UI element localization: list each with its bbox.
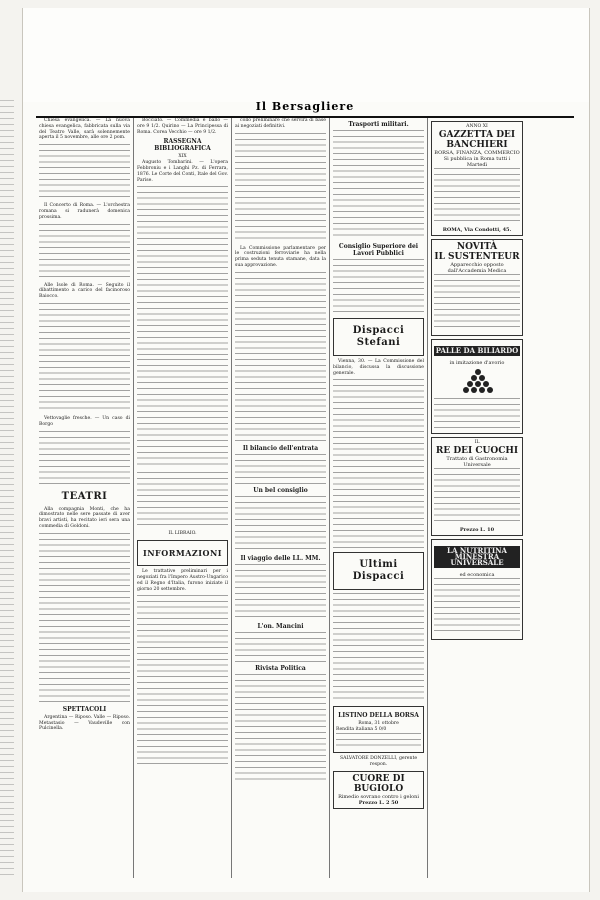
article-vettovaglie: Vettovaglie fresche. — Un caso di Borgo <box>39 415 130 427</box>
theatre-heading: TEATRI <box>61 490 108 502</box>
informazioni-article: Le trattative preliminari per i negoziati fra l'Impero Austro-Ungarico ed il Regno d'Italia, furono iniziate il giorno 20 settembre. <box>137 569 228 592</box>
nutritina-subtitle: ed economica <box>459 571 495 578</box>
column-1 <box>36 118 134 878</box>
bugiolo-ad-price: Prezzo L. 2 50 <box>358 799 399 806</box>
palle-subtitle: in imitazione d'avorio <box>449 359 505 366</box>
sustenteur-title: IL SUSTENTEUR <box>434 251 520 262</box>
gazzetta-title: GAZZETTA DEI BANCHIERI <box>438 129 516 150</box>
novita-label: NOVITÀ <box>456 241 498 252</box>
gazzetta-publication: Si pubblica in Roma tutti i Martedì <box>443 155 511 168</box>
spettacoli-list: Argentina — Riposo. Valle — Riposo. Metastasio — Vaudeville con Pulcinella. <box>39 714 130 732</box>
rassegna-article: Augusto Tombarini. — L'opera Febbroniu e i Langhi Pz. di Ferrara, 1876. Le Corte del Conti, Itale del Gov. Parise. <box>137 160 228 183</box>
column-3 <box>232 118 330 878</box>
bilancio-heading: Il bilancio dell'entrata <box>242 444 319 452</box>
rivista-politica-heading: Rivista Politica <box>255 664 306 672</box>
gerente-signature: SALVATORE DONZELLI, gerente respon. <box>339 755 418 767</box>
spettacoli-continued: Bocciato. — Commedia e ballo — ore 9 1/2. Quirino — La Principessa di Roma. Corea Vecchio — ore 9 1/2. <box>137 118 228 135</box>
palle-title: PALLE DA BILIARDO <box>435 345 519 355</box>
article-chiesa: Chiesa evangelica. — La nuova chiesa evangelica, fabbricata sulla via del Teatro Valle, sarà solennemente aperta il 5 novembre, alle ore 2 pom. <box>39 118 130 141</box>
bugiolo-ad-title: CUORE DI BUGIOLO <box>352 773 405 794</box>
listino-heading: LISTINO DELLA BORSA <box>338 712 419 720</box>
article-commissione: La Commissione parlamentare per le costruzioni ferroviarie ha nella prima seduta tenuta stamane, data la sua approvazione. <box>235 245 326 268</box>
blank-top-margin <box>23 8 589 102</box>
listino-date: Roma, 31 ottobre <box>358 721 399 727</box>
article-concerto: Il Concerto di Roma. — L'orchestra romana si radunerà domenica prossima. <box>39 203 130 220</box>
rassegna-number: XIX <box>178 154 187 160</box>
cuochi-title: RE DEI CUOCHI <box>435 446 519 457</box>
dispacci-stefani-heading: Dispacci Stefani <box>352 325 405 348</box>
column-5 <box>428 118 526 878</box>
article-preliminare: collo preliminare che servirà di base ai negoziati definitivi. <box>235 118 326 129</box>
bugiolo-ad-subtitle: Rimedio sovrano contro i geloni <box>338 793 419 800</box>
theatre-article: Alla compagnia Monti, che ha dimostrato nelle sere passate di aver bravi artisti, ha recitato ieri sera una commedia di Goldoni. <box>39 506 130 529</box>
consiglio-lavori-heading: Consiglio Superiore dei Lavori Pubblici <box>338 243 419 257</box>
gazzetta-subtitle: BORSA, FINANZA, COMMERCIO <box>434 149 520 156</box>
masthead: Il Bersagliere <box>36 100 574 118</box>
column-2 <box>134 118 232 878</box>
consiglio-heading: Un bel consiglio <box>253 486 308 494</box>
cuochi-price: Prezzo L. 10 <box>459 527 495 534</box>
gazzetta-year: ANNO XI <box>466 124 488 129</box>
gazzetta-address: ROMA, Via Condotti, 45. <box>442 226 512 233</box>
mancini-heading: L'on. Mancini <box>257 622 304 630</box>
listino-rendita: Rendita italiana 5 0/0 <box>336 727 387 733</box>
cuochi-subtitle: Trattato di Gastronomia Universale <box>446 456 508 469</box>
sustenteur-subtitle: Apparecchio opposto dall'Accademia Medica <box>447 261 507 274</box>
billiard-balls-illustration <box>434 366 522 396</box>
previous-page-edge <box>0 100 14 880</box>
rassegna-signature: IL LIBRAIO. <box>168 531 197 537</box>
newspaper-page <box>36 100 574 878</box>
ultimi-dispacci-heading: Ultimi Dispacci <box>352 559 405 583</box>
column-4 <box>330 118 428 878</box>
spettacoli-heading: SPETTACOLI <box>62 705 107 713</box>
cuochi-prefix: IL <box>474 440 480 446</box>
dispaccio-vienna: Vienna, 30. — La Commissione del bilancio, discussa la discussione generale. <box>333 359 424 376</box>
article-isole: Alle Isole di Roma. — Seguito il dibattimento a carico del facinoroso Baiocco. <box>39 282 130 300</box>
informazioni-heading: INFORMAZIONI <box>142 548 223 559</box>
nutritina-title: LA NUTRITINA MINESTRA UNIVERSALE <box>434 546 520 567</box>
rassegna-heading: RASSEGNA BIBLIOGRAFICA <box>154 138 211 153</box>
trasporti-heading: Trasporti militari. <box>348 121 409 128</box>
viaggio-heading: Il viaggio delle LL. MM. <box>240 554 321 562</box>
